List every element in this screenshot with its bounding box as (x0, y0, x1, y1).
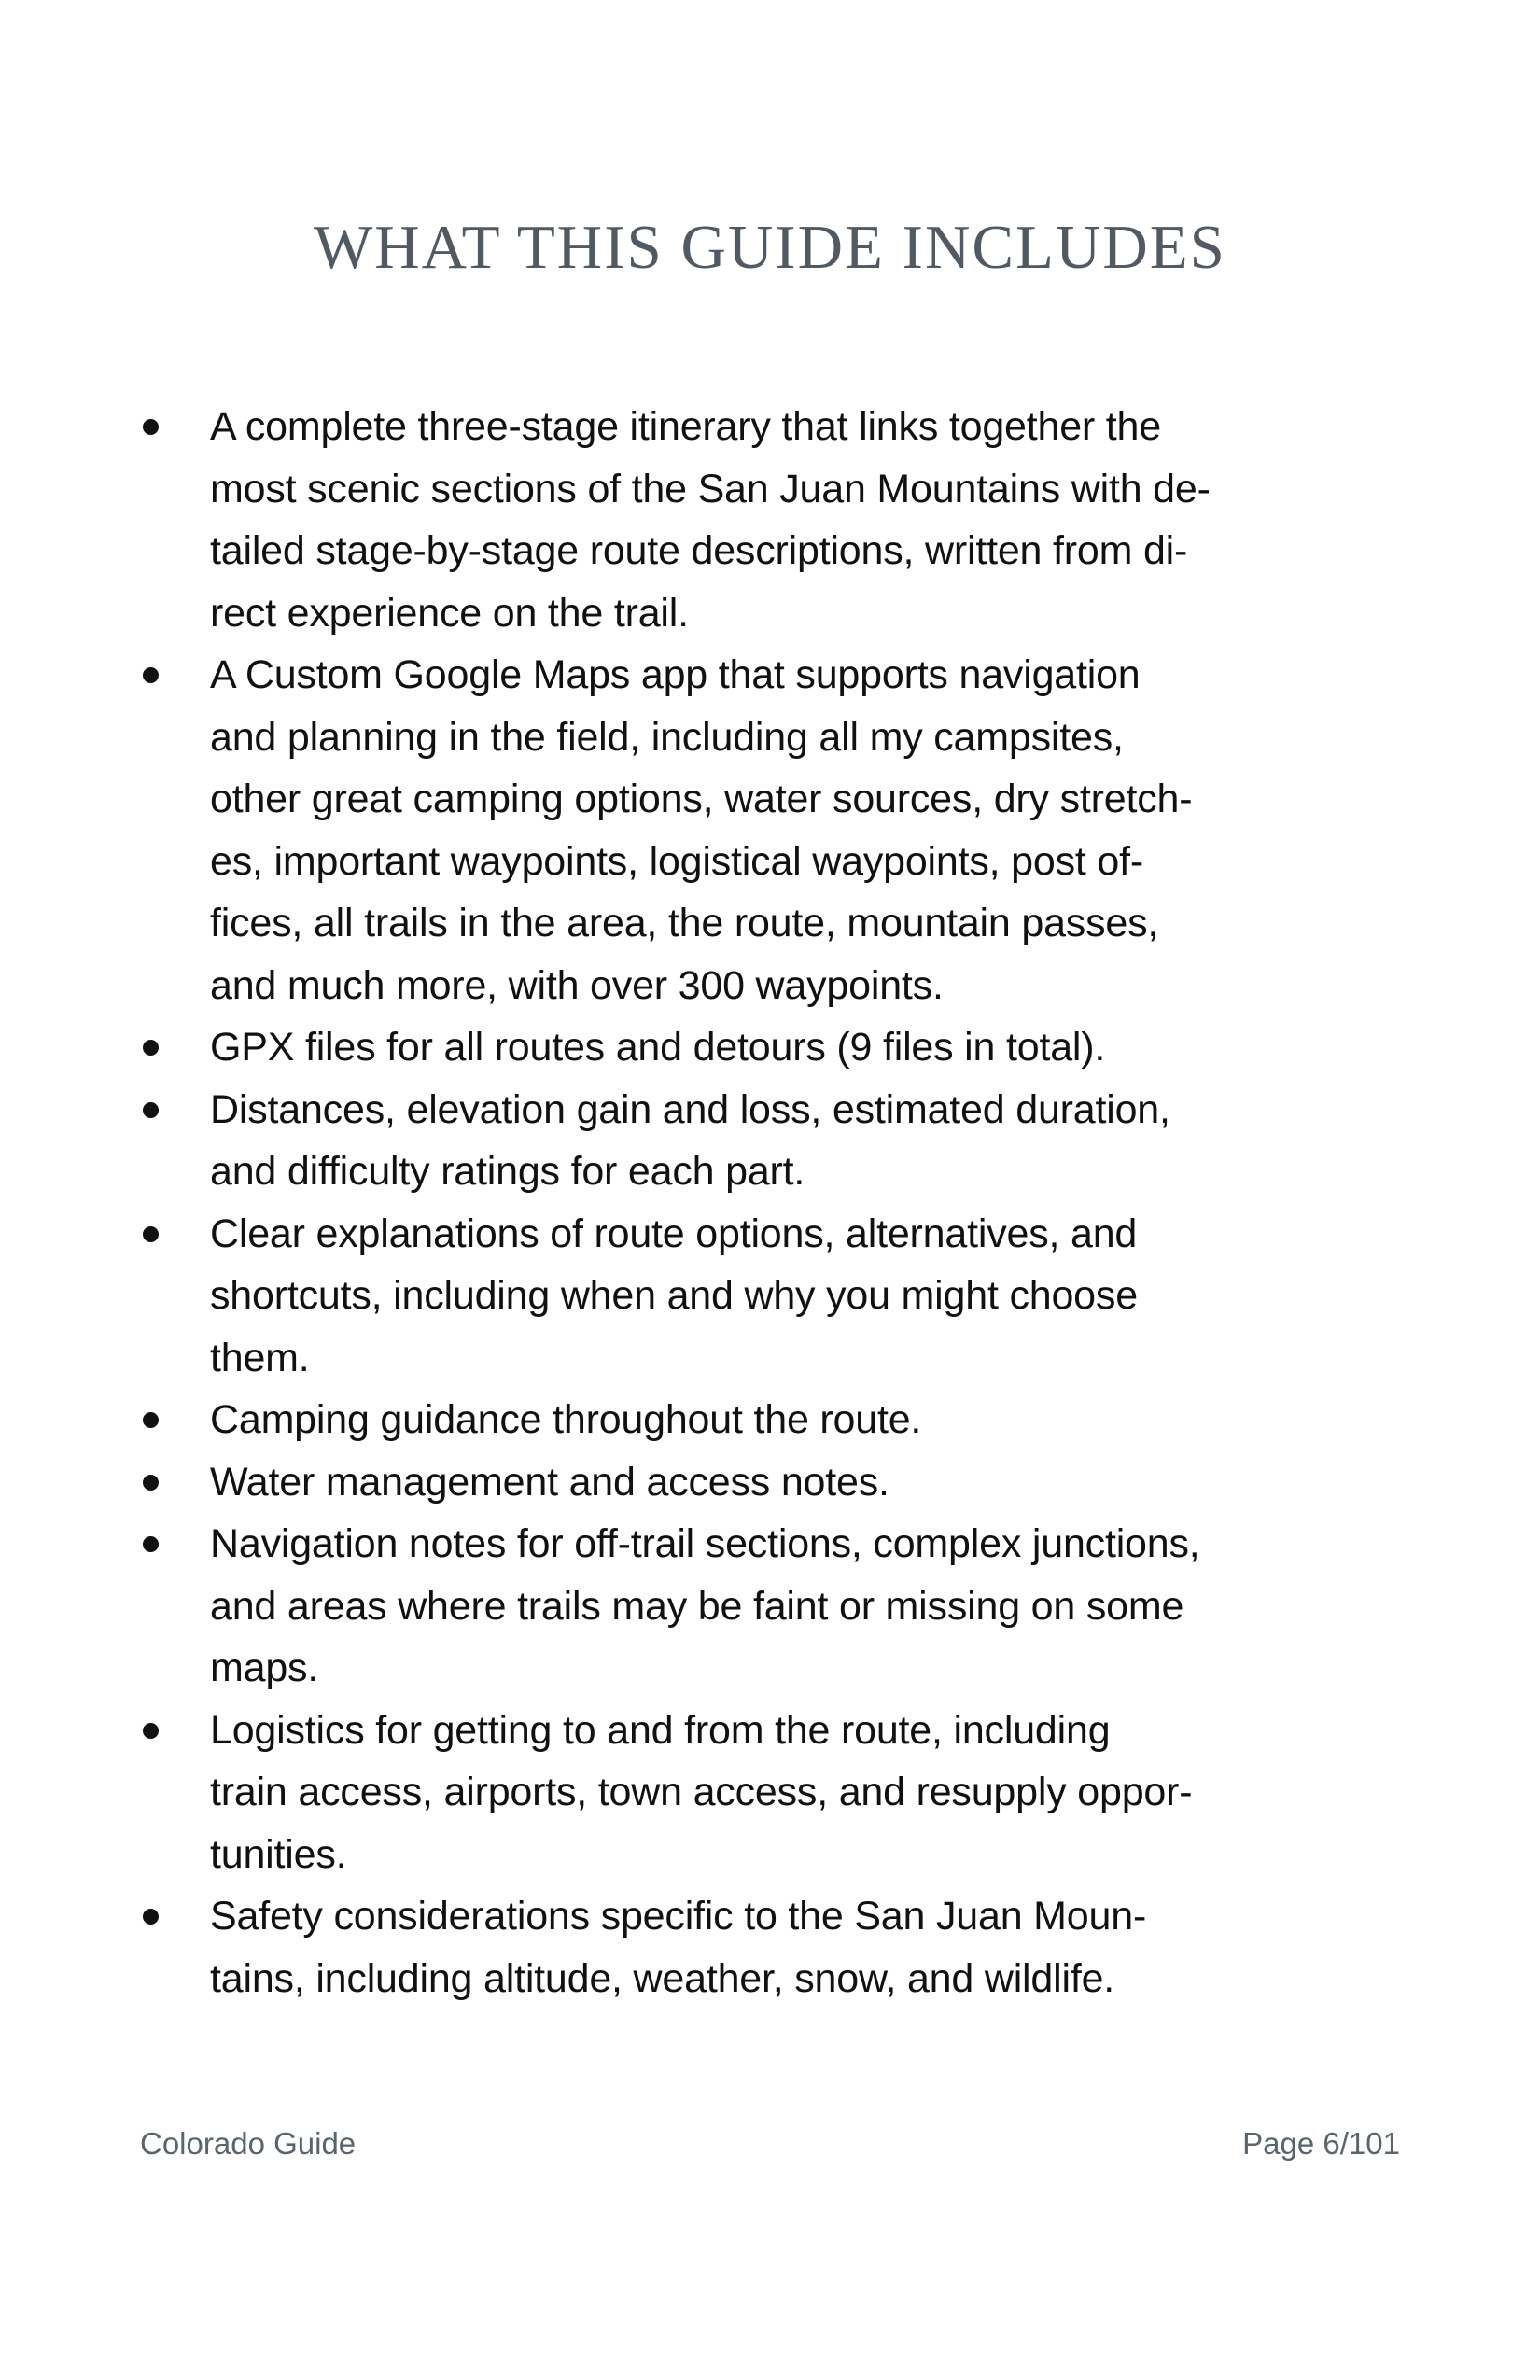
bullet-line: Camping guidance throughout the route. (210, 1397, 922, 1442)
bullet-icon (143, 1226, 159, 1242)
bullet-line: train access, airports, town access, and resupply oppor- (210, 1770, 1193, 1814)
bullet-line: shortcuts, including when and why you might choose (210, 1273, 1138, 1318)
bullet-line: Safety considerations specific to the San Juan Moun- (210, 1894, 1147, 1939)
list-item (143, 644, 1412, 1016)
bullet-line: them. (210, 1335, 310, 1380)
bullet-text (210, 1016, 1412, 1079)
bullet-line: and difficulty ratings for each part. (210, 1149, 805, 1194)
list-item (143, 1079, 1412, 1203)
bullet-line: Navigation notes for off-trail sections, complex junctions, (210, 1521, 1200, 1566)
page-title: WHAT THIS GUIDE INCLUDES (314, 213, 1226, 282)
footer-document-name: Colorado Guide (140, 2126, 357, 2161)
bullet-text (210, 1700, 1412, 1886)
bullet-line: tailed stage-by-stage route descriptions, written from di- (210, 528, 1188, 573)
bullet-line: es, important waypoints, logistical waypoints, post of- (210, 838, 1143, 884)
bullet-line: Logistics for getting to and from the route, including (210, 1707, 1111, 1753)
bullet-line: GPX files for all routes and detours (9 files in total). (210, 1025, 1106, 1070)
bullet-text (210, 1079, 1412, 1203)
list-item (143, 1016, 1412, 1079)
bullet-icon (143, 1909, 159, 1925)
bullet-text (210, 1389, 1412, 1451)
bullet-text (210, 1203, 1412, 1390)
bullet-line: other great camping options, water sources, dry stretch- (210, 777, 1193, 821)
list-item (143, 1513, 1412, 1700)
bullet-icon (143, 1412, 159, 1428)
bullet-line: Water management and access notes. (210, 1459, 889, 1505)
bullet-text (210, 1885, 1412, 2009)
bullet-icon (143, 1536, 159, 1552)
bullet-line: most scenic sections of the San Juan Mountains with de- (210, 466, 1211, 511)
bullet-icon (143, 1040, 159, 1056)
list-item (143, 1885, 1412, 2009)
bullet-line: tains, including altitude, weather, snow, and wildlife. (210, 1955, 1115, 2001)
list-item (143, 1389, 1412, 1451)
bullet-icon (143, 1102, 159, 1118)
bullet-icon (143, 667, 159, 683)
footer-page-number: Page 6/101 (1242, 2126, 1400, 2161)
list-item (143, 1451, 1412, 1514)
bullet-line: A complete three-stage itinerary that links together the (210, 404, 1161, 449)
bullet-icon (143, 1475, 159, 1491)
bullet-text (210, 1513, 1412, 1700)
bullet-line: and much more, with over 300 waypoints. (210, 962, 944, 1008)
bullet-icon (143, 419, 159, 435)
bullet-line: A Custom Google Maps app that supports navigation (210, 652, 1141, 697)
bullet-line: tunities. (210, 1831, 347, 1877)
page-footer (140, 2126, 1400, 2162)
bullet-line: and areas where trails may be faint or missing on some (210, 1583, 1184, 1629)
bullet-line: rect experience on the trail. (210, 590, 689, 636)
bullet-icon (143, 1723, 159, 1739)
list-item (143, 1203, 1412, 1390)
bullet-line: and planning in the field, including all my campsites, (210, 714, 1124, 760)
bullet-text (210, 396, 1412, 644)
bullet-line: Distances, elevation gain and loss, estimated duration, (210, 1086, 1170, 1132)
bullet-text (210, 1451, 1412, 1514)
list-item (143, 1700, 1412, 1886)
bullet-line: fices, all trails in the area, the route, mountain passes, (210, 901, 1159, 945)
bullet-line: maps. (210, 1645, 319, 1690)
bullet-line: Clear explanations of route options, alternatives, and (210, 1211, 1138, 1256)
bullet-list (143, 396, 1412, 2009)
list-item (143, 396, 1412, 644)
bullet-text (210, 644, 1412, 1016)
